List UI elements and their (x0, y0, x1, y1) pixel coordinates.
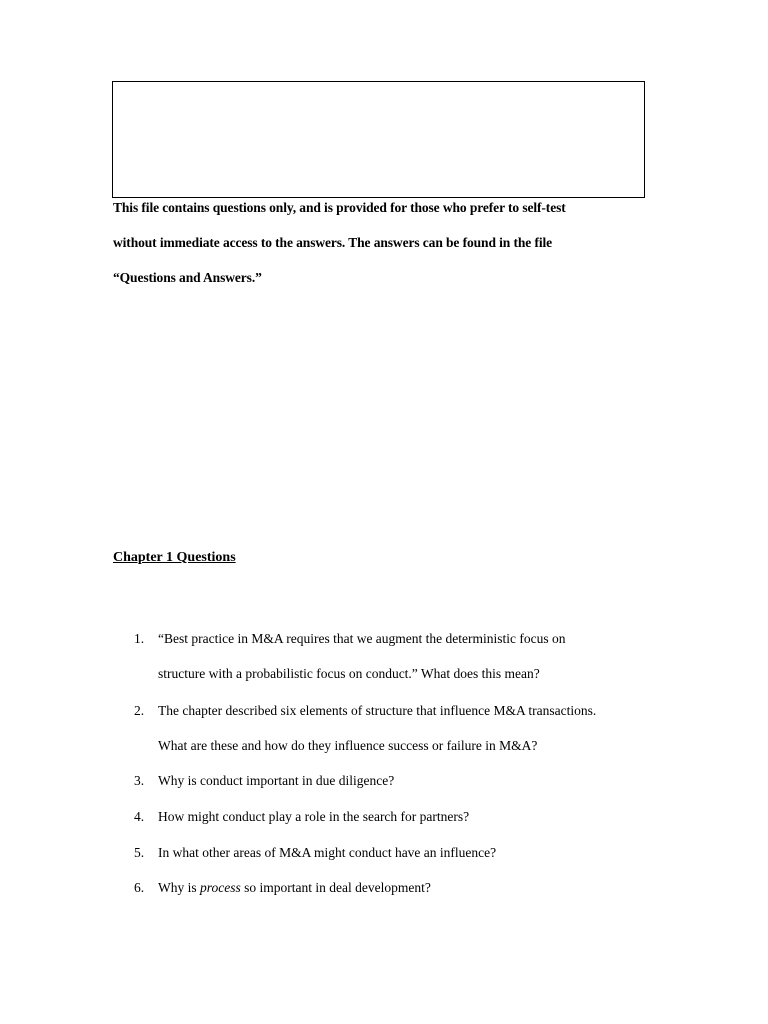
question-number: 5. (134, 845, 145, 860)
question-text-line: structure with a probabilistic focus on conduct.” What does this mean? (158, 666, 540, 681)
intro-line-3: “Questions and Answers.” (113, 270, 262, 285)
question-number: 2. (134, 703, 145, 718)
question-text-line: What are these and how do they influence success or failure in M&A? (158, 738, 538, 753)
question-text-line: In what other areas of M&A might conduct have an influence? (158, 845, 497, 860)
question-text-emphasis: process (200, 880, 241, 895)
question-number: 1. (134, 631, 145, 646)
question-number: 6. (134, 880, 145, 895)
question-text-line (158, 880, 431, 896)
question-number: 3. (134, 773, 145, 788)
empty-frame-box (112, 81, 645, 198)
question-text-line: Why is conduct important in due diligence? (158, 773, 395, 788)
question-text-line: “Best practice in M&A requires that we augment the deterministic focus on (158, 631, 566, 646)
chapter-heading: Chapter 1 Questions (113, 550, 236, 565)
question-text-line: How might conduct play a role in the search for partners? (158, 809, 470, 824)
intro-line-2: without immediate access to the answers. The answers can be found in the file (113, 235, 553, 250)
intro-line-1: This file contains questions only, and is provided for those who prefer to self-test (113, 200, 566, 215)
question-text-prefix: Why is (158, 880, 200, 895)
question-text-suffix: so important in deal development? (240, 880, 431, 895)
question-number: 4. (134, 809, 145, 824)
question-text-line: The chapter described six elements of structure that influence M&A transactions. (158, 703, 597, 718)
